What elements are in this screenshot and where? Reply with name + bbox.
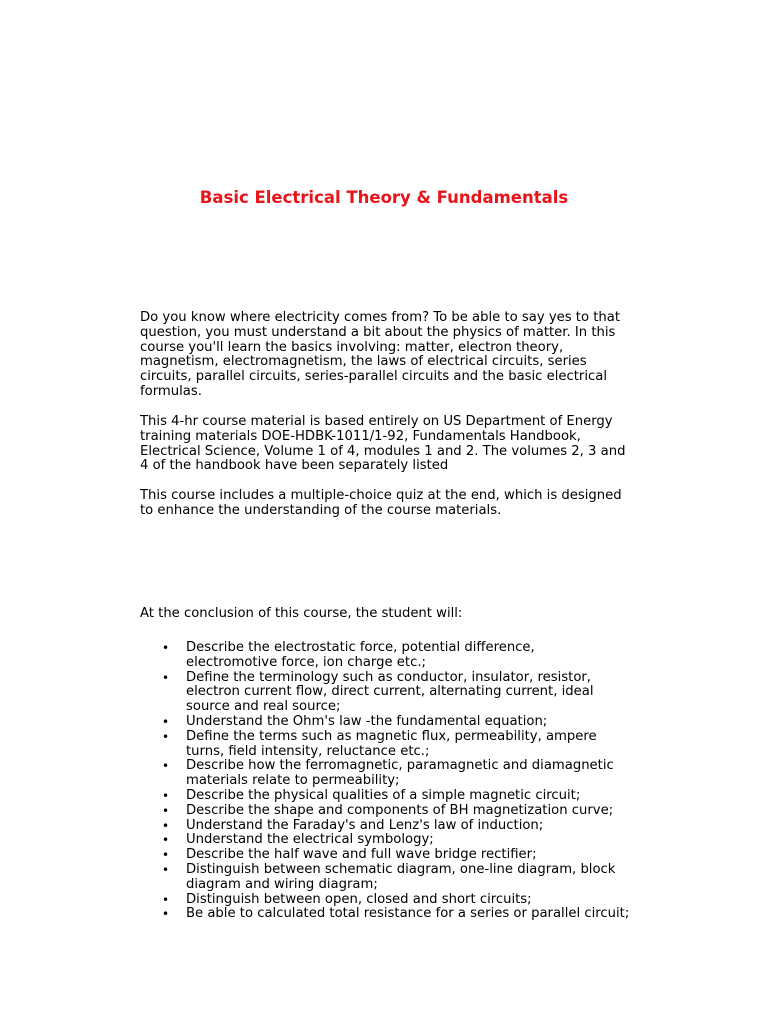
list-item	[140, 641, 630, 671]
list-item	[140, 848, 630, 863]
list-item	[140, 759, 630, 789]
list-item-text: Understand the Ohm's law -the fundamental equation;	[186, 713, 548, 729]
bullet-icon: •	[162, 759, 170, 774]
list-item	[140, 907, 630, 922]
document-title: Basic Electrical Theory & Fundamentals	[199, 188, 569, 207]
bullet-icon: •	[162, 670, 170, 685]
list-item	[140, 893, 630, 908]
quiz-paragraph: This course includes a multiple-choice quiz at the end, which is designed to enhance the understanding of the course materials.	[140, 488, 622, 518]
list-item	[140, 715, 630, 730]
list-item-text: Distinguish between open, closed and short circuits;	[186, 891, 532, 907]
list-item	[140, 671, 630, 715]
bullet-icon: •	[162, 641, 170, 655]
list-item-text: Understand the Faraday's and Lenz's law of induction;	[186, 817, 544, 833]
bullet-icon: •	[162, 833, 170, 848]
bullet-icon: •	[162, 892, 170, 907]
list-item-text: Describe how the ferromagnetic, paramagnetic and diamagnetic materials relate to permeability;	[186, 758, 614, 789]
list-item-text: Be able to calculated total resistance for a series or parallel circuit;	[186, 906, 630, 922]
list-item-text: Describe the half wave and full wave bridge rectifier;	[186, 847, 537, 863]
list-item-text: Describe the electrostatic force, potential difference, electromotive force, ion charge etc.;	[186, 640, 535, 670]
bullet-icon: •	[162, 862, 170, 877]
bullet-icon: •	[162, 803, 170, 818]
objectives-list	[140, 641, 630, 922]
bullet-icon: •	[162, 729, 170, 744]
list-item	[140, 819, 630, 834]
bullet-icon: •	[162, 848, 170, 863]
list-item	[140, 730, 630, 760]
list-item-text: Distinguish between schematic diagram, one-line diagram, block diagram and wiring diagram;	[186, 861, 616, 892]
bullet-icon: •	[162, 907, 170, 922]
list-item-text: Describe the shape and components of BH magnetization curve;	[186, 802, 614, 818]
intro-paragraph: Do you know where electricity comes from? To be able to say yes to that question, you must understand a bit about the physics of matter. In this course you'll learn the basics involving: matter, electron theory, magnetism, electromagnetism, the laws of electrical circuits, series circuits, parallel circuits, series-parallel circuits and the basic electrical formulas.	[140, 310, 621, 399]
list-item	[140, 863, 630, 893]
list-item-text: Define the terminology such as conductor, insulator, resistor, electron current flow, direct current, alternating current, ideal source and real source;	[186, 669, 594, 715]
list-item	[140, 804, 630, 819]
source-paragraph: This 4-hr course material is based entirely on US Department of Energy training materials DOE-HDBK-1011/1-92, Fundamentals Handbook, Electrical Science, Volume 1 of 4, modules 1 and 2. The volumes 2, 3 and 4 of the handbook have been separately listed	[140, 414, 626, 474]
bullet-icon: •	[162, 788, 170, 803]
list-item	[140, 789, 630, 804]
list-item-text: Understand the electrical symbology;	[186, 832, 434, 848]
objectives-intro: At the conclusion of this course, the student will:	[140, 606, 463, 621]
list-item-text: Describe the physical qualities of a simple magnetic circuit;	[186, 787, 581, 803]
list-item	[140, 833, 630, 848]
list-item-text: Define the terms such as magnetic flux, permeability, ampere turns, field intensity, reluctance etc.;	[186, 728, 597, 759]
bullet-icon: •	[162, 714, 170, 729]
bullet-icon: •	[162, 818, 170, 833]
